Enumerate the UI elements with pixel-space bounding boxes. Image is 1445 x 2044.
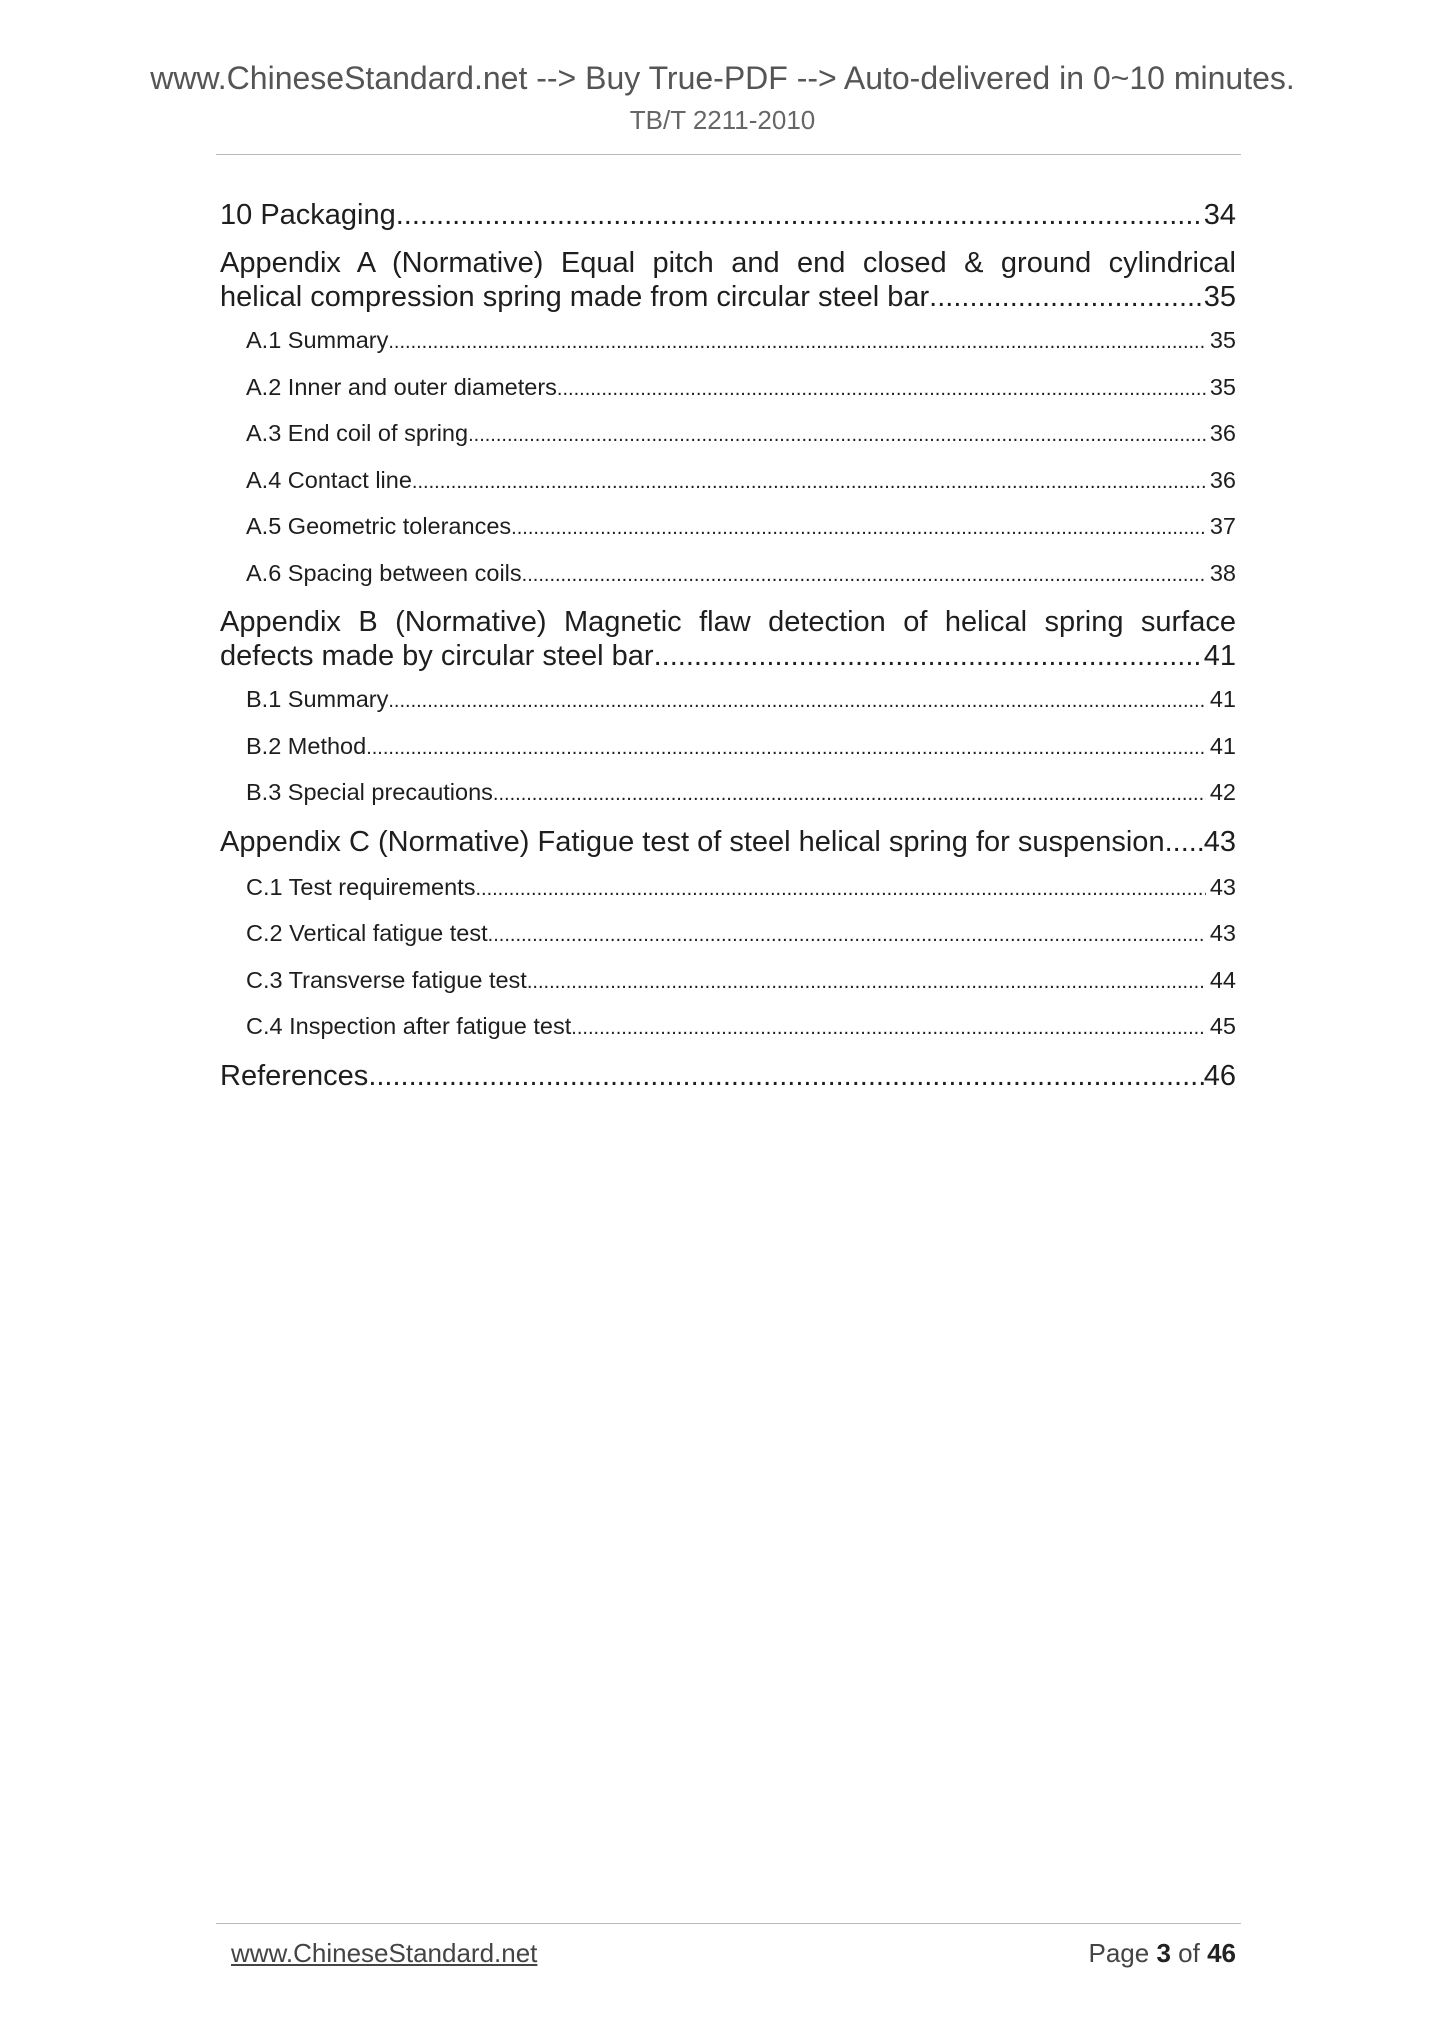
toc-leader-dots xyxy=(368,1059,1203,1093)
toc-leader-dots xyxy=(511,514,1206,542)
toc-entry-appendix-b[interactable] xyxy=(220,605,1236,673)
toc-page-number: 41 xyxy=(1209,686,1236,712)
toc-entry-label: B.2 Method xyxy=(246,732,367,759)
toc-entry-appendix-c[interactable] xyxy=(220,825,1236,859)
toc-leader-dots xyxy=(396,198,1204,232)
toc-page-number: 36 xyxy=(1209,420,1236,446)
page-prefix: Page xyxy=(1088,1938,1150,1968)
toc-page-number: 37 xyxy=(1209,513,1236,539)
toc-leader-dots xyxy=(475,875,1205,903)
toc-leader-dots xyxy=(388,687,1206,715)
toc-entry-a4[interactable] xyxy=(220,466,1236,496)
toc-page-number: 34 xyxy=(1203,199,1236,231)
toc-leader-dots xyxy=(488,921,1206,949)
toc-entry-label-line1: Appendix B (Normative) Magnetic flaw detection of helical spring surface xyxy=(220,606,1236,638)
toc-leader-dots xyxy=(366,734,1206,762)
toc-page-number: 35 xyxy=(1209,373,1236,400)
toc-entry-label-line2: helical compression spring made from circular steel bar xyxy=(220,281,930,313)
toc-page-number: 46 xyxy=(1203,1059,1236,1092)
page-of: of xyxy=(1178,1938,1200,1968)
header-banner: www.ChineseStandard.net --> Buy True-PDF --> Auto-delivered in 0~10 minutes. xyxy=(150,60,1295,96)
toc-entry-label: C.3 Transverse fatigue test xyxy=(246,966,527,993)
header-divider xyxy=(216,154,1241,155)
toc-entry-packaging[interactable] xyxy=(220,198,1236,232)
toc-entry-label: A.4 Contact line xyxy=(246,466,412,493)
toc-entry-appendix-a[interactable] xyxy=(220,246,1236,314)
table-of-contents xyxy=(220,198,1236,1107)
toc-leader-dots xyxy=(388,328,1206,356)
toc-entry-a3[interactable] xyxy=(220,419,1236,449)
toc-entry-a5[interactable] xyxy=(220,512,1236,542)
toc-leader-dots xyxy=(522,561,1206,589)
toc-page-number: 41 xyxy=(1209,732,1236,759)
toc-page-number: 42 xyxy=(1209,779,1236,805)
toc-leader-dots xyxy=(527,968,1206,996)
page-indicator xyxy=(1088,1938,1236,1969)
toc-entry-b3[interactable] xyxy=(220,778,1236,808)
toc-entry-label: References xyxy=(220,1059,369,1092)
toc-entry-label: A.6 Spacing between coils xyxy=(246,559,522,586)
toc-leader-dots xyxy=(654,639,1204,673)
toc-entry-c4[interactable] xyxy=(220,1012,1236,1042)
toc-page-number: 44 xyxy=(1209,966,1236,993)
toc-leader-dots xyxy=(571,1014,1206,1042)
toc-entry-label-line2: defects made by circular steel bar xyxy=(220,640,654,672)
toc-page-number: 43 xyxy=(1209,873,1236,900)
toc-entry-label: C.2 Vertical fatigue test xyxy=(246,920,488,946)
toc-entry-label: C.4 Inspection after fatigue test xyxy=(246,1013,572,1039)
toc-entry-c1[interactable] xyxy=(220,873,1236,903)
toc-page-number: 45 xyxy=(1209,1013,1236,1039)
toc-entry-c3[interactable] xyxy=(220,966,1236,996)
toc-entry-a2[interactable] xyxy=(220,373,1236,403)
toc-entry-b1[interactable] xyxy=(220,685,1236,715)
toc-entry-references[interactable] xyxy=(220,1059,1236,1093)
toc-entry-a6[interactable] xyxy=(220,559,1236,589)
toc-leader-dots xyxy=(493,780,1206,808)
toc-entry-label: A.5 Geometric tolerances xyxy=(246,513,512,539)
toc-entry-label: A.1 Summary xyxy=(246,327,389,353)
current-page-number: 3 xyxy=(1156,1938,1171,1968)
toc-entry-label: A.2 Inner and outer diameters xyxy=(246,373,557,400)
toc-entry-label: A.3 End coil of spring xyxy=(246,420,469,446)
toc-entry-b2[interactable] xyxy=(220,732,1236,762)
document-code: TB/T 2211-2010 xyxy=(629,105,816,135)
toc-entry-c2[interactable] xyxy=(220,919,1236,949)
toc-page-number: 43 xyxy=(1203,825,1236,858)
toc-leader-dots xyxy=(557,375,1206,403)
footer-divider xyxy=(216,1923,1241,1924)
toc-leader-dots xyxy=(468,421,1206,449)
toc-page-number: 36 xyxy=(1209,466,1236,493)
toc-leader-dots xyxy=(1165,825,1204,859)
total-page-count: 46 xyxy=(1207,1938,1236,1968)
toc-entry-label: B.3 Special precautions xyxy=(246,779,493,805)
toc-leader-dots xyxy=(929,280,1204,314)
toc-page-number: 35 xyxy=(1203,281,1236,313)
toc-entry-label-line1: Appendix A (Normative) Equal pitch and end closed & ground cylindrical xyxy=(220,247,1236,279)
toc-entry-a1[interactable] xyxy=(220,326,1236,356)
toc-page-number: 38 xyxy=(1209,559,1236,586)
toc-entry-label: C.1 Test requirements xyxy=(246,873,476,900)
toc-page-number: 41 xyxy=(1203,640,1236,672)
toc-entry-label: Appendix C (Normative) Fatigue test of steel helical spring for suspension xyxy=(220,825,1165,858)
toc-leader-dots xyxy=(412,468,1206,496)
footer-website-link[interactable]: www.ChineseStandard.net xyxy=(231,1938,538,1968)
toc-page-number: 43 xyxy=(1209,920,1236,946)
toc-entry-label: B.1 Summary xyxy=(246,686,389,712)
toc-page-number: 35 xyxy=(1209,327,1236,353)
toc-entry-label: 10 Packaging xyxy=(220,199,396,231)
